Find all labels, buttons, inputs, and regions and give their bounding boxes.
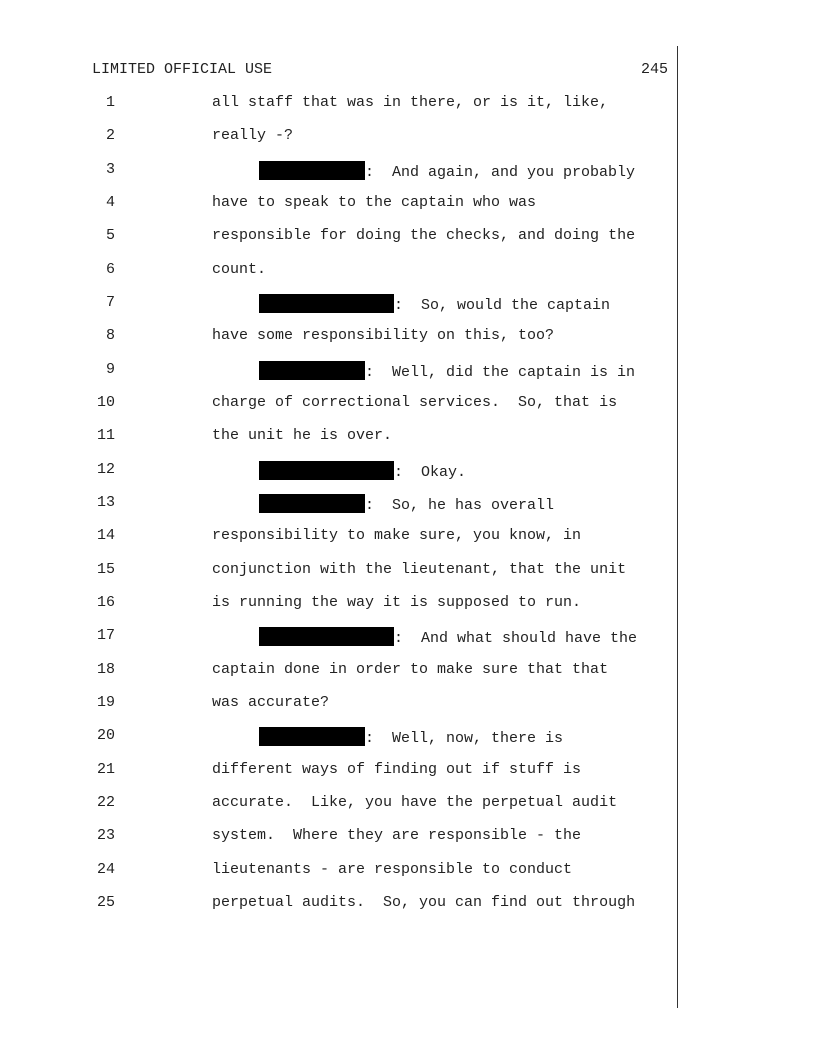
line-text [212,661,608,678]
line-text [212,727,563,747]
line-text [212,161,635,181]
line-text [212,327,554,344]
line-text [212,227,635,244]
line-content: : Okay. [394,463,467,481]
redacted-speaker-name [259,727,365,746]
line-number: 24 [96,860,115,878]
redacted-speaker-name [259,627,394,646]
line-number: 25 [96,893,115,911]
line-content: accurate. Like, you have the perpetual audit [212,793,618,811]
line-text [212,761,581,778]
line-number: 23 [96,827,115,845]
line-content: really -? [212,127,294,145]
line-content: responsible for doing the checks, and doing the [212,227,636,245]
line-number: 19 [96,693,115,711]
line-number: 6 [105,260,115,278]
line-content: lieutenants - are responsible to conduct [212,860,573,878]
page-header [92,61,668,81]
line-content: : And what should have the [394,630,638,648]
line-text [212,894,635,911]
redacted-speaker-name [259,361,365,380]
line-content: perpetual audits. So, you can find out through [212,893,636,911]
line-text [212,94,608,111]
transcript-line [0,894,816,927]
transcript-line [0,461,816,494]
redacted-speaker-name [259,294,394,313]
transcript-line [0,694,816,727]
line-text [212,461,466,481]
line-content: : So, he has overall [365,496,555,514]
line-number: 5 [105,227,115,245]
line-content: : Well, now, there is [365,730,564,748]
line-number: 16 [96,593,115,611]
line-content: : And again, and you probably [365,163,636,181]
line-content: was accurate? [212,693,330,711]
transcript-line [0,127,816,160]
line-content: responsibility to make sure, you know, in [212,527,582,545]
line-content: the unit he is over. [212,427,393,445]
line-content: is running the way it is supposed to run. [212,593,582,611]
line-text [212,794,617,811]
line-text [212,494,554,514]
redacted-speaker-name [259,461,394,480]
transcript-line [0,194,816,227]
line-text [212,127,293,144]
line-text [212,361,635,381]
line-number: 8 [105,327,115,345]
line-number: 12 [96,460,115,478]
line-number: 3 [105,160,115,178]
line-number: 9 [105,360,115,378]
line-text [212,527,581,544]
line-number: 11 [96,427,115,445]
line-number: 17 [96,627,115,645]
line-number: 2 [105,127,115,145]
line-content: count. [212,260,267,278]
line-number: 14 [96,527,115,545]
redacted-speaker-name [259,494,365,513]
line-text [212,694,329,711]
line-number: 15 [96,560,115,578]
line-text [212,861,572,878]
line-text [212,827,581,844]
line-content: captain done in order to make sure that that [212,660,609,678]
transcript-line [0,761,816,794]
line-number: 1 [105,94,115,111]
transcript-line [0,394,816,427]
line-text [212,294,610,314]
page-number: 245 [640,61,668,78]
line-number: 20 [96,727,115,745]
redacted-speaker-name [259,161,365,180]
line-text [212,194,536,211]
line-text [212,627,637,647]
classification-label: LIMITED OFFICIAL USE [92,61,273,78]
transcript-line [0,494,816,527]
line-content: conjunction with the lieutenant, that the unit [212,560,627,578]
transcript-line [0,527,816,560]
transcript-line [0,361,816,394]
transcript-line [0,661,816,694]
transcript-line [0,594,816,627]
line-number: 7 [105,293,115,311]
transcript-line [0,294,816,327]
line-text [212,561,626,578]
transcript-line [0,94,816,127]
line-number: 18 [96,660,115,678]
transcript-line [0,861,816,894]
line-content: all staff that was in there, or is it, like, [212,94,609,111]
line-number: 13 [96,493,115,511]
transcript-line [0,227,816,260]
line-number: 22 [96,793,115,811]
line-content: : So, would the captain [394,296,611,314]
transcript-line [0,161,816,194]
transcript-line [0,261,816,294]
transcript-body [0,94,816,927]
line-content: different ways of finding out if stuff is [212,760,582,778]
transcript-line [0,727,816,760]
transcript-line [0,794,816,827]
line-number: 10 [96,393,115,411]
line-text [212,594,581,611]
line-text [212,261,266,278]
line-number: 4 [105,193,115,211]
line-content: : Well, did the captain is in [365,363,636,381]
line-content: have some responsibility on this, too? [212,327,555,345]
line-content: have to speak to the captain who was [212,193,537,211]
transcript-line [0,561,816,594]
transcript-line [0,827,816,860]
line-content: charge of correctional services. So, that is [212,393,618,411]
transcript-line [0,627,816,660]
line-number: 21 [96,760,115,778]
line-text [212,427,392,444]
transcript-line [0,327,816,360]
line-text [212,394,617,411]
transcript-line [0,427,816,460]
line-content: system. Where they are responsible - the [212,827,582,845]
